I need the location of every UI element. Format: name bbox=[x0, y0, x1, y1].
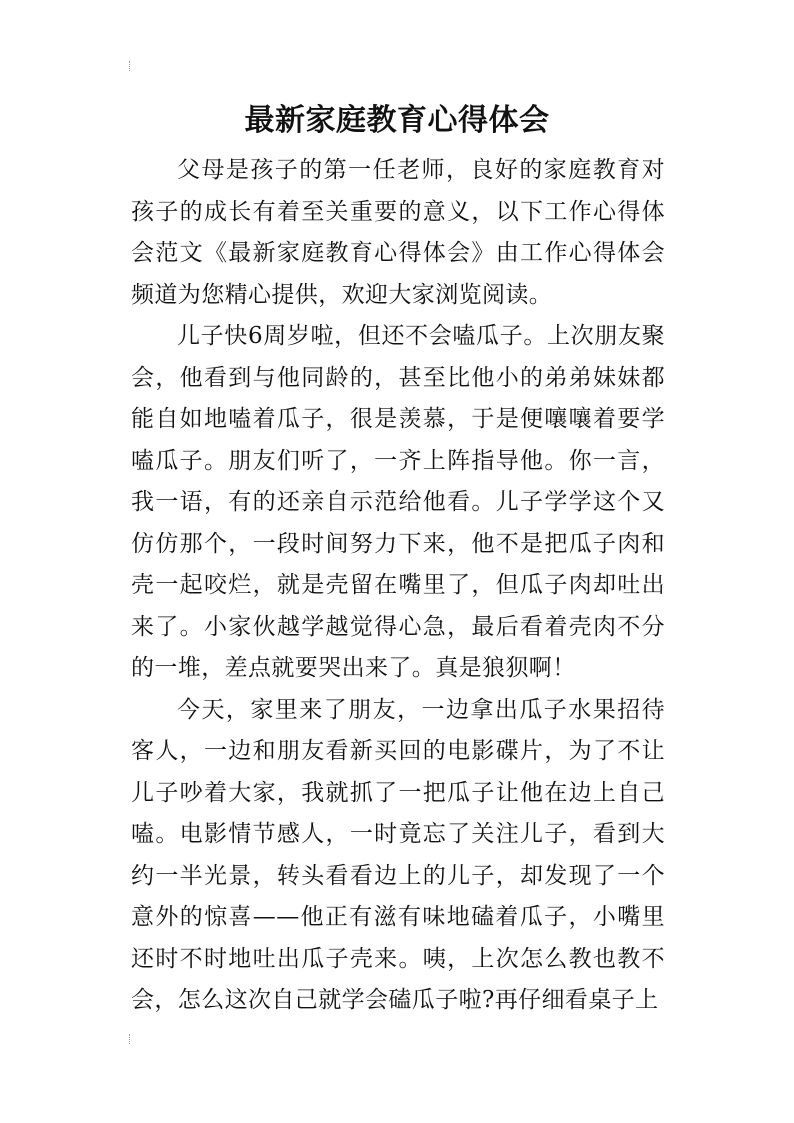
paragraph-sunflower-seeds-attempt: 儿子快6周岁啦，但还不会嗑瓜子。上次朋友聚会，他看到与他同龄的，甚至比他小的弟弟妹妹都能自如地嗑着瓜子，很是羡慕，于是便嚷嚷着要学嗑瓜子。朋友们听了，一齐上阵指导他。你一言，我一语，有的还亲自示范给他看。儿子学学这个又仿仿那个，一段时间努力下来，他不是把瓜子肉和壳一起咬烂，就是壳留在嘴里了，但瓜子肉却吐出来了。小家伙越学越觉得心急，最后看着壳肉不分的一堆，差点就要哭出来了。真是狼狈啊！ bbox=[131, 323, 665, 681]
document-title: 最新家庭教育心得体会 bbox=[244, 103, 550, 138]
document-body bbox=[131, 150, 665, 1022]
corner-mark-top bbox=[129, 61, 133, 71]
corner-mark-bottom bbox=[129, 1034, 133, 1044]
paragraph-intro: 父母是孩子的第一任老师，良好的家庭教育对孩子的成长有着至关重要的意义，以下工作心得体会范文《最新家庭教育心得体会》由工作心得体会频道为您精心提供，欢迎大家浏览阅读。 bbox=[131, 157, 665, 308]
paragraph-learned-seeds: 今天，家里来了朋友，一边拿出瓜子水果招待客人，一边和朋友看新买回的电影碟片，为了不让儿子吵着大家，我就抓了一把瓜子让他在边上自己嗑。电影情节感人，一时竟忘了关注儿子，看到大约一半光景，转头看看边上的儿子，却发现了一个意外的惊喜——他正有滋有味地磕着瓜子，小嘴里还时不时地吐出瓜子壳来。咦，上次怎么教也教不会，怎么这次自己就学会磕瓜子啦?再仔细看桌子上 bbox=[131, 696, 665, 1013]
